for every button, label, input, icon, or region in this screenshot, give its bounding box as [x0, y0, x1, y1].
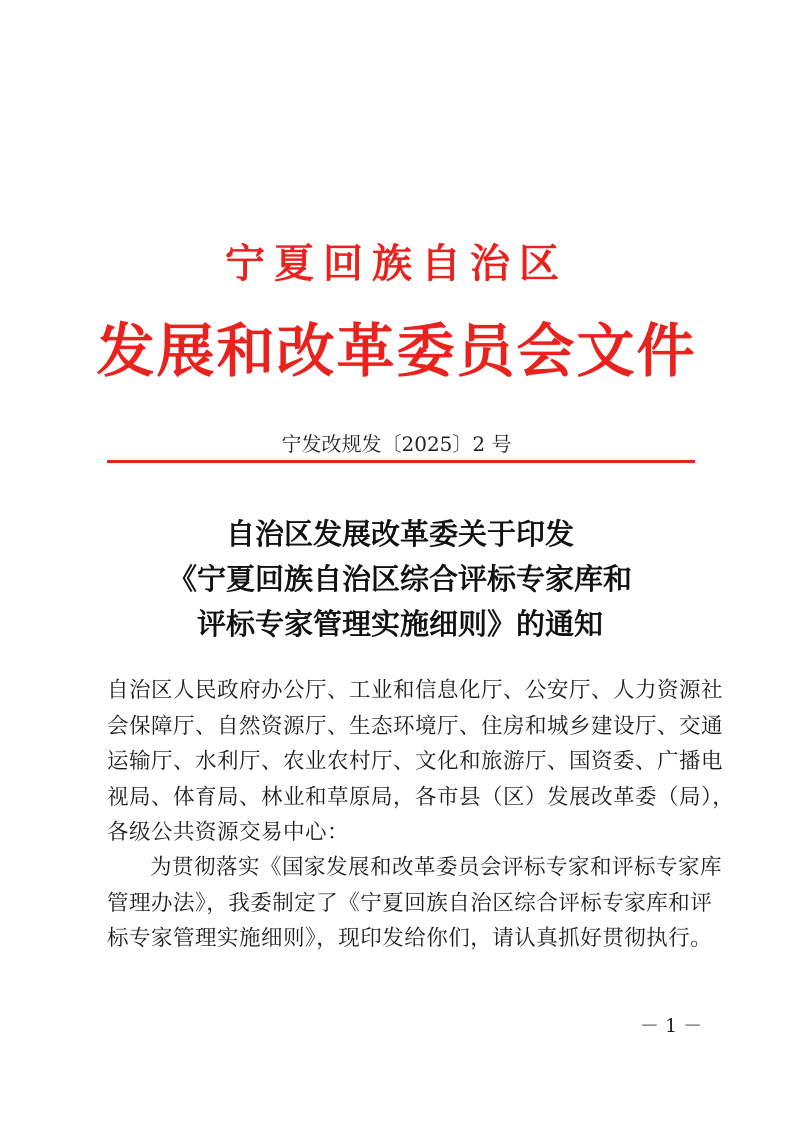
title-line: 评标专家管理实施细则》的通知	[196, 607, 603, 641]
addressee-line: 各级公共资源交易中心：	[107, 820, 350, 845]
paragraph-line: 管理办法》，我委制定了《宁夏回族自治区综合评标专家库和评	[107, 890, 713, 916]
issuer-region-heading: 宁夏回族自治区	[225, 240, 568, 287]
addressee-line: 自治区人民政府办公厅、工业和信息化厅、公安厅、人力资源社	[107, 678, 724, 703]
addressee-line: 视局、体育局、林业和草原局，各市县（区）发展改革委（局），	[107, 784, 735, 810]
addressee-line: 运输厅、水利厅、农业农村厅、文化和旅游厅、国资委、广播电	[107, 749, 724, 774]
page-number: － 1 －	[640, 1015, 703, 1037]
paragraph-line: 标专家管理实施细则》，现印发给你们，请认真抓好贯彻执行。	[107, 926, 713, 951]
title-line: 《宁夏回族自治区综合评标专家库和	[167, 562, 632, 596]
paragraph-line: 为贯彻落实《国家发展和改革委员会评标专家和评标专家库	[150, 855, 723, 880]
title-line: 自治区发展改革委关于印发	[225, 517, 574, 551]
body-paragraph	[107, 850, 723, 957]
red-separator-line	[107, 460, 695, 463]
document-title	[100, 512, 700, 647]
addressee-line: 会保障厅、自然资源厅、生态环境厅、住房和城乡建设厅、交通	[107, 713, 724, 739]
document-number: 宁发改规发〔2025〕2 号	[281, 432, 512, 456]
addressee-block	[107, 673, 735, 851]
issuer-document-heading: 发展和改革委员会文件	[96, 317, 697, 385]
